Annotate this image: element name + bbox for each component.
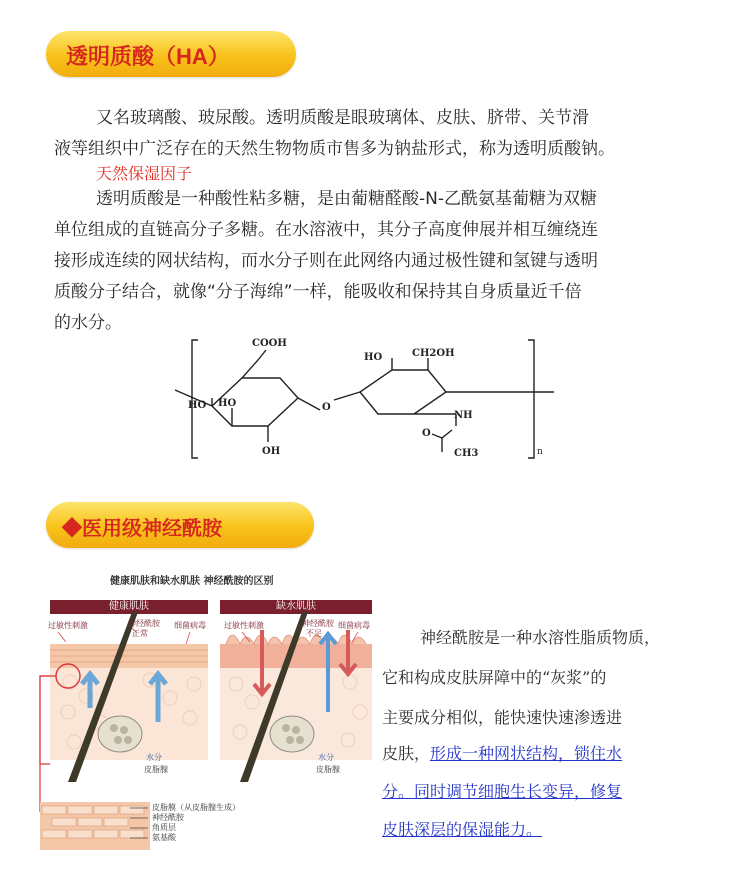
label-l-normal: 正常 [132,629,148,638]
intro-line2: 液等组织中广泛存在的天然生物物质市售多为钠盐形式，称为透明质酸钠。 [54,139,615,159]
label-r-insufficient: 不足 [306,629,322,638]
dry-sebaceous-gland [270,716,314,752]
label-ch3: CH3 [454,448,479,459]
ceramide-text-line3: 主要成分相似，能快速快速渗透进 [382,708,623,727]
skin-diagram [30,572,380,872]
ceramide-text-line4a: 皮肤， [382,744,431,763]
ceramide-text-line4 [382,742,622,766]
right-bracket [528,340,534,458]
label-r-allergy: 过敏性刺激 [224,621,264,630]
panel-label-healthy: 健康肌肤 [109,601,149,612]
label-nh: NH [454,410,473,421]
body-line4: 质酸分子结合，就像“分子海绵”一样，能吸收和保持其自身质量近千倍 [54,282,582,302]
label-l-bacteria: 细菌病毒 [174,621,206,630]
label-l-sebaceous: 皮脂腺 [144,765,168,774]
ceramide-text-line2: 它和构成皮肤屏障中的“灰浆”的 [382,668,607,687]
ceramide-text-line6: 皮肤深层的保湿能力。 [382,820,543,839]
ceramide-text-line5: 分。同时调节细胞生长变异，修复 [382,782,623,801]
label-n: n [537,447,543,457]
legend-amino-acid: 氨基酸 [152,833,176,842]
ceramide-text-line4b-highlight: 形成一种网状结构，锁住水 [430,744,623,763]
label-l-ceramide: 神经酰胺 [128,619,160,628]
label-l-allergy: 过敏性刺激 [48,621,88,630]
subheading-moisture: 天然保湿因子 [96,164,193,183]
intro-line1: 又名玻璃酸、玻尿酸。透明质酸是眼玻璃体、皮肤、脐带、关节滑 [96,108,589,128]
ceramide-text-line1: 神经酰胺是一种水溶性脂质物质， [420,628,661,647]
label-glycosidic-o: O [322,402,331,413]
label-r-water: 水分 [318,753,334,762]
glucosamine-ring [360,370,446,414]
label-r-sebaceous: 皮脂腺 [316,765,340,774]
healthy-sebaceous-gland [98,716,142,752]
section2-heading-pill [46,502,314,548]
legend-sebum-film: 皮脂膜（从皮脂腺生成） [152,803,240,812]
label-ch2oh: CH2OH [412,348,455,359]
label-l-water: 水分 [146,753,162,762]
label-cooh: COOH [252,338,287,349]
panel-label-dry: 缺水肌肤 [276,601,316,612]
section1-heading: 透明质酸（HA） [66,44,230,69]
label-r-bacteria: 细菌病毒 [338,621,370,630]
section2-heading: ◆医用级神经酰胺 [62,518,222,540]
legend-ceramide: 神经酰胺 [152,813,184,822]
body-line3: 接形成连续的网状结构，而水分子则在此网络内通过极性键和氢键与透明 [54,251,598,271]
diagram-title: 健康肌肤和缺水肌肤 神经酰胺的区别 [110,576,274,587]
section1-heading-pill [46,31,296,77]
label-carbonyl-o: O [422,428,431,439]
body-line2: 单位组成的直链高分子多糖。在水溶液中，其分子高度伸展并相互缠绕连 [54,220,598,240]
label-ho-1: HO [188,400,207,411]
hyaluronic-acid-structure [170,330,560,470]
legend-corneum: 角质层 [152,823,176,832]
body-line5: 的水分。 [54,313,122,333]
label-oh-1: OH [262,446,281,457]
label-ho-2: HO [218,398,237,409]
label-ho-3: HO [364,352,383,363]
body-line1: 透明质酸是一种酸性粘多糖，是由葡糖醛酸-N-乙酰氨基葡糖为双糖 [96,189,597,209]
label-r-ceramide: 神经酰胺 [302,619,334,628]
